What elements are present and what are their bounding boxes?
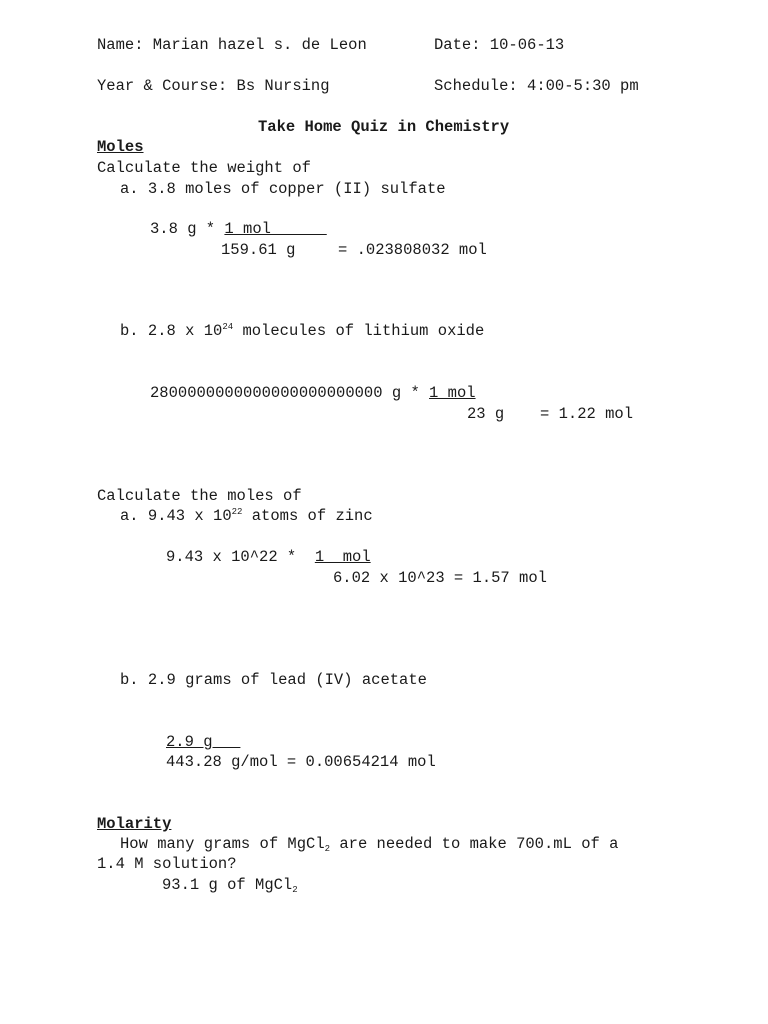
question-b-post: molecules of lithium oxide: [233, 322, 485, 340]
answer-c-numerator-line: [166, 548, 371, 566]
answer-a-left: 3.8 g *: [150, 220, 225, 238]
molarity-answer-pre: 93.1 g of MgCl: [162, 876, 293, 894]
weight-prompt: Calculate the weight of: [97, 159, 311, 177]
answer-b-left: 2800000000000000000000000 g *: [150, 384, 430, 402]
moles-heading: Moles: [97, 138, 144, 156]
quiz-title: Take Home Quiz in Chemistry: [258, 118, 510, 136]
answer-b-numerator: 1 mol: [429, 384, 476, 402]
question-b-pre: b. 2.8 x 10: [120, 322, 223, 340]
question-c-post: atoms of zinc: [242, 507, 373, 525]
answer-b-numerator-line: [150, 384, 476, 402]
schedule-line: Schedule: 4:00-5:30 pm: [434, 77, 639, 95]
question-b-exponent: 24: [222, 322, 234, 332]
molarity-q-post: are needed to make 700.mL of a: [330, 835, 619, 853]
date-line: Date: 10-06-13: [434, 36, 565, 54]
course-line: Year & Course: Bs Nursing: [97, 77, 330, 95]
question-b: [120, 322, 484, 340]
answer-c-denominator: 6.02 x 10^23 = 1.57 mol: [333, 569, 547, 587]
molarity-question-line2: 1.4 M solution?: [97, 855, 237, 873]
answer-a-result: = .023808032 mol: [338, 241, 487, 259]
answer-a-numerator-line: [150, 220, 327, 238]
question-c: [120, 507, 373, 525]
question-d: b. 2.9 grams of lead (IV) acetate: [120, 671, 427, 689]
molarity-q-pre: How many grams of MgCl: [120, 835, 325, 853]
molarity-question-line1: [120, 835, 618, 853]
answer-a-denominator: 159.61 g: [221, 241, 296, 259]
molarity-heading: Molarity: [97, 815, 172, 833]
answer-b-result: = 1.22 mol: [540, 405, 634, 423]
molarity-answer-subscript: 2: [292, 885, 298, 895]
molarity-answer: [162, 876, 298, 894]
question-a: a. 3.8 moles of copper (II) sulfate: [120, 180, 446, 198]
moles-prompt: Calculate the moles of: [97, 487, 302, 505]
answer-a-numerator: 1 mol: [224, 220, 327, 238]
molarity-q-subscript: 2: [324, 844, 331, 854]
question-c-pre: a. 9.43 x 10: [120, 507, 232, 525]
answer-d-numerator: 2.9 g: [166, 733, 241, 751]
answer-c-numerator: 1 mol: [314, 548, 371, 566]
answer-c-left: 9.43 x 10^22 *: [166, 548, 315, 566]
answer-d-denominator: 443.28 g/mol = 0.00654214 mol: [166, 753, 436, 771]
question-c-exponent: 22: [231, 507, 243, 517]
answer-b-denominator: 23 g: [467, 405, 505, 423]
name-line: Name: Marian hazel s. de Leon: [97, 36, 367, 54]
